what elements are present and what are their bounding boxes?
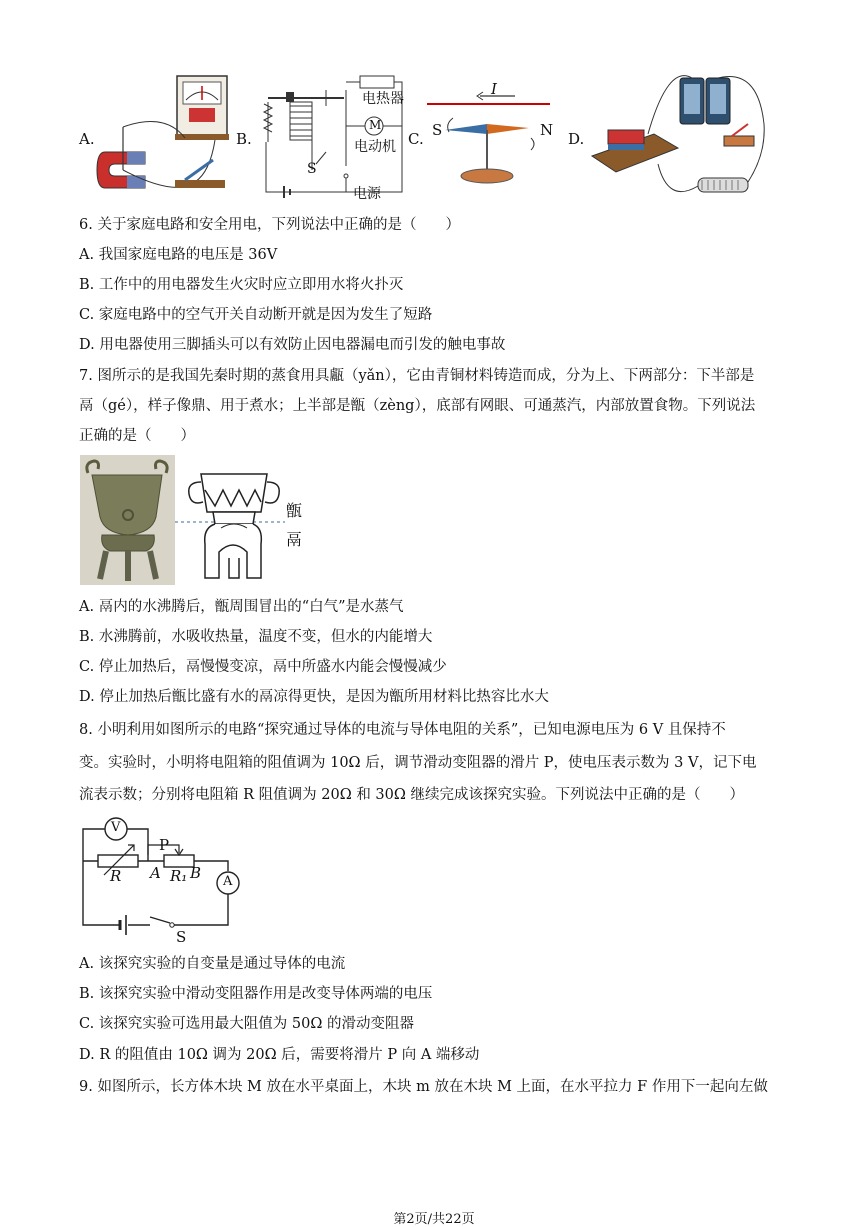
q5-figure-d-motor-setup (588, 64, 773, 206)
q8-stem-line-3: 流表示数；分别将电阻箱 R 阻值调为 20Ω 和 30Ω 继续完成该探究实验。下列说法中正确的是（ ） (79, 787, 745, 803)
q7-stem-line-3: 正确的是（ ） (79, 428, 195, 444)
q8-option-d: D. R 的阻值由 10Ω 调为 20Ω 后，需要将滑片 P 向 A 端移动 (79, 1047, 480, 1063)
q7-stem-line-2: 鬲（gé），样子像鼎、用于煮水；上半部是甑（zèng），底部有网眼、可通蒸汽，内部放置食物。下列说法 (79, 398, 756, 414)
q5-south-label: S (432, 121, 443, 139)
q8-option-b: B. 该探究实验中滑动变阻器作用是改变导体两端的电压 (79, 986, 433, 1002)
q7-option-c: C. 停止加热后，鬲慢慢变凉，鬲中所盛水内能会慢慢减少 (79, 659, 447, 675)
q8-stem-line-1: 8. 小明利用如图所示的电路“探究通过导体的电流与导体电阻的关系”，已知电源电压为 6 V 且保持不 (79, 722, 726, 738)
q8-end-b-label: B (190, 864, 202, 882)
q8-box-label: R (110, 867, 122, 885)
q5-figure-c-oersted (425, 78, 555, 190)
q6-option-b: B. 工作中的用电器发生火灾时应立即用水将火扑灭 (79, 277, 404, 293)
q8-rheostat-label: R₁ (170, 867, 188, 885)
q6-stem: 6. 关于家庭电路和安全用电，下列说法中正确的是（ ） (79, 217, 460, 233)
q7-option-d: D. 停止加热后甑比盛有水的鬲凉得更快，是因为甑所用材料比热容比水大 (79, 689, 549, 705)
q8-stem-line-2: 变。实验时，小明将电阻箱的阻值调为 10Ω 后，调节滑动变阻器的滑片 P，使电压表示数为 3 V，记下电 (79, 755, 757, 771)
q8-option-c: C. 该探究实验可选用最大阻值为 50Ω 的滑动变阻器 (79, 1016, 414, 1032)
q5-motor-symbol: M (369, 118, 382, 132)
q5-heater-label: 电热器 (362, 91, 404, 107)
q7-upper-label: 甑 (286, 501, 303, 520)
q7-stem-line-1: 7. 图所示的是我国先秦时期的蒸食用具甗（yǎn），它由青铜材料铸造而成，分为上、下两部分：下半部是 (79, 368, 755, 384)
q5-option-a-label: A. (79, 130, 95, 148)
q6-option-a: A. 我国家庭电路的电压是 36V (79, 247, 278, 263)
q5-power-label: 电源 (353, 186, 381, 202)
q5-option-d-label: D. (568, 130, 585, 148)
q7-option-a: A. 鬲内的水沸腾后，甑周围冒出的“白气”是水蒸气 (79, 599, 404, 615)
q5-switch-label: S (307, 161, 317, 177)
q6-option-c: C. 家庭电路中的空气开关自动断开就是因为发生了短路 (79, 307, 433, 323)
q7-vessel-diagram (175, 462, 285, 587)
q7-lower-label: 鬲 (286, 530, 303, 549)
q5-current-label: I (491, 80, 497, 98)
q5-option-b-label: B. (236, 130, 252, 148)
q5-figure-a-galvanometer (95, 72, 235, 197)
q8-option-a: A. 该探究实验的自变量是通过导体的电流 (79, 956, 346, 972)
q5-north-label: N (540, 121, 554, 139)
q8-voltmeter-symbol: V (111, 820, 121, 835)
q7-bronze-vessel-photo (80, 455, 175, 585)
q5-motor-label: 电动机 (354, 139, 396, 155)
page-footer: 第2页/共22页 (393, 1212, 475, 1227)
q8-switch-label: S (176, 928, 187, 946)
q8-end-a-label: A (150, 864, 161, 882)
q9-stem: 9. 如图所示，长方体木块 M 放在水平桌面上，木块 m 放在木块 M 上面，在水平拉力 F 作用下一起向左做 (79, 1079, 768, 1095)
q7-option-b: B. 水沸腾前，水吸收热量，温度不变，但水的内能增大 (79, 629, 433, 645)
q8-ammeter-symbol: A (223, 874, 233, 889)
q6-option-d: D. 用电器使用三脚插头可以有效防止因电器漏电而引发的触电事故 (79, 337, 506, 353)
q8-slider-label: P (159, 836, 170, 854)
q5-option-c-label: C. (408, 130, 424, 148)
